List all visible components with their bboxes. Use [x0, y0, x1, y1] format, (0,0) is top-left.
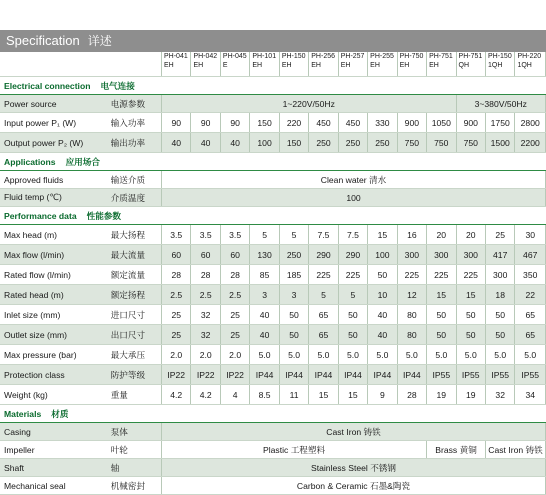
row-protection [0, 365, 546, 385]
value-cell: 32 [485, 385, 514, 405]
row-inlet [0, 305, 546, 325]
value-cell: 290 [338, 245, 367, 265]
value-cell: 150 [250, 113, 279, 133]
value-cell: 50 [338, 305, 367, 325]
value-cell: 750 [456, 133, 485, 153]
value-cell: 2800 [515, 113, 546, 133]
value-cell: 5 [309, 285, 338, 305]
value-cell: 60 [162, 245, 191, 265]
value-cell: 5.0 [368, 345, 397, 365]
value-cell: 5.0 [338, 345, 367, 365]
value-cell: 20 [456, 225, 485, 245]
model-name: PH-045E [220, 52, 249, 77]
row-label-en: Max pressure (bar) [0, 345, 109, 365]
row-casing [0, 423, 546, 441]
value-cell: IP44 [309, 365, 338, 385]
model-name: PH-1501QH [485, 52, 514, 77]
value-cell: 225 [427, 265, 456, 285]
model-name: PH-256EH [309, 52, 338, 77]
value-cell: IP55 [456, 365, 485, 385]
row-rated_head [0, 285, 546, 305]
value-cell: 1050 [427, 113, 456, 133]
row-weight [0, 385, 546, 405]
value-cell: 5.0 [456, 345, 485, 365]
value-cell: 28 [397, 385, 426, 405]
value-cell: 50 [427, 325, 456, 345]
row-label-zh: 叶轮 [109, 441, 162, 459]
value-cell: 15 [309, 385, 338, 405]
row-label-en: Approved fluids [0, 171, 109, 189]
row-label-zh: 输出功率 [109, 133, 162, 153]
row-label-en: Protection class [0, 365, 109, 385]
row-shaft [0, 459, 546, 477]
value-cell: 250 [368, 133, 397, 153]
value-cell: 2.0 [220, 345, 249, 365]
value-cell: 5 [250, 225, 279, 245]
section-title-en: Applications [4, 156, 56, 167]
value-cell: 290 [309, 245, 338, 265]
model-name: PH-751QH [456, 52, 485, 77]
value-cell: 330 [368, 113, 397, 133]
row-label-zh: 重量 [109, 385, 162, 405]
value-cell: IP44 [279, 365, 308, 385]
value-cell: 300 [456, 245, 485, 265]
row-label-zh: 输入功率 [109, 113, 162, 133]
row-label-zh: 最大流量 [109, 245, 162, 265]
merged-value: Carbon & Ceramic 石墨&陶瓷 [162, 477, 546, 495]
value-cell: 19 [456, 385, 485, 405]
value-cell: 150 [279, 133, 308, 153]
value-cell: 5.0 [515, 345, 546, 365]
value-cell: 25 [162, 305, 191, 325]
value-cell: 250 [338, 133, 367, 153]
model-name: PH-101EH [250, 52, 279, 77]
value-cell: 3.5 [162, 225, 191, 245]
merged-value: Clean water 清水 [162, 171, 546, 189]
value-cell: 50 [456, 325, 485, 345]
value-cell: 450 [338, 113, 367, 133]
row-label-zh: 机械密封 [109, 477, 162, 495]
value-cell: 15 [456, 285, 485, 305]
power-three-phase: 3~380V/50Hz [456, 95, 545, 113]
row-label-en: Power source [0, 95, 109, 113]
row-label-en: Mechanical seal [0, 477, 109, 495]
header-blank [0, 52, 109, 77]
value-cell: 12 [397, 285, 426, 305]
value-cell: 130 [250, 245, 279, 265]
value-cell: 20 [427, 225, 456, 245]
header-blank [109, 52, 162, 77]
value-cell: 25 [220, 325, 249, 345]
value-cell: IP22 [220, 365, 249, 385]
value-cell: 100 [368, 245, 397, 265]
value-cell: 5.0 [485, 345, 514, 365]
value-cell: 5.0 [279, 345, 308, 365]
value-cell: 450 [309, 113, 338, 133]
value-cell: 28 [191, 265, 220, 285]
value-cell: IP44 [338, 365, 367, 385]
value-cell: 417 [485, 245, 514, 265]
value-cell: 65 [515, 305, 546, 325]
value-cell: 90 [191, 113, 220, 133]
row-label-en: Output power P₂ (W) [0, 133, 109, 153]
row-max_pressure [0, 345, 546, 365]
value-cell: 250 [309, 133, 338, 153]
value-cell: IP55 [427, 365, 456, 385]
value-cell: 5.0 [250, 345, 279, 365]
value-cell: 40 [368, 305, 397, 325]
value-cell: 15 [368, 225, 397, 245]
section-materials [0, 405, 546, 423]
row-max_head [0, 225, 546, 245]
value-cell: IP44 [368, 365, 397, 385]
value-cell: 1500 [485, 133, 514, 153]
model-name: PH-041EH [162, 52, 191, 77]
title-bar [0, 30, 546, 52]
value-cell: 5.0 [397, 345, 426, 365]
row-label-en: Impeller [0, 441, 109, 459]
value-cell: 350 [515, 265, 546, 285]
value-cell: 750 [427, 133, 456, 153]
row-label-en: Casing [0, 423, 109, 441]
impeller-plastic: Plastic 工程塑料 [162, 441, 427, 459]
row-label-zh: 出口尺寸 [109, 325, 162, 345]
value-cell: 65 [309, 305, 338, 325]
value-cell: 25 [162, 325, 191, 345]
value-cell: 4 [220, 385, 249, 405]
value-cell: 3.5 [220, 225, 249, 245]
spec-table [0, 52, 546, 495]
value-cell: 65 [309, 325, 338, 345]
section-title-zh: 性能参数 [86, 210, 121, 221]
value-cell: IP22 [162, 365, 191, 385]
value-cell: 25 [220, 305, 249, 325]
row-power_source [0, 95, 546, 113]
value-cell: 2.5 [191, 285, 220, 305]
section-title-zh: 电气连接 [100, 80, 135, 91]
row-label-zh: 额定扬程 [109, 285, 162, 305]
value-cell: 90 [220, 113, 249, 133]
impeller-castiron: Cast Iron 铸铁 [485, 441, 545, 459]
row-label-en: Inlet size (mm) [0, 305, 109, 325]
power-single-phase: 1~220V/50Hz [162, 95, 457, 113]
row-label-en: Max flow (l/min) [0, 245, 109, 265]
value-cell: 80 [397, 305, 426, 325]
section-title [0, 405, 546, 423]
value-cell: 85 [250, 265, 279, 285]
value-cell: 225 [397, 265, 426, 285]
value-cell: 50 [485, 325, 514, 345]
row-label-en: Shaft [0, 459, 109, 477]
row-outlet [0, 325, 546, 345]
value-cell: 50 [456, 305, 485, 325]
value-cell: IP44 [397, 365, 426, 385]
value-cell: IP55 [485, 365, 514, 385]
value-cell: 40 [368, 325, 397, 345]
value-cell: 300 [485, 265, 514, 285]
value-cell: 22 [515, 285, 546, 305]
row-label-en: Input power P₁ (W) [0, 113, 109, 133]
value-cell: 5.0 [427, 345, 456, 365]
value-cell: 4.2 [191, 385, 220, 405]
value-cell: 50 [338, 325, 367, 345]
title-zh: 详述 [87, 34, 112, 48]
value-cell: 25 [485, 225, 514, 245]
section-title-zh: 应用场合 [65, 156, 100, 167]
model-name: PH-2201QH [515, 52, 546, 77]
value-cell: 34 [515, 385, 546, 405]
merged-value: Stainless Steel 不锈钢 [162, 459, 546, 477]
value-cell: 900 [397, 113, 426, 133]
section-title-zh: 材质 [51, 408, 69, 419]
row-label-zh: 额定流量 [109, 265, 162, 285]
title-en: Specification [6, 33, 80, 48]
value-cell: 750 [397, 133, 426, 153]
model-name: PH-042EH [191, 52, 220, 77]
value-cell: 30 [515, 225, 546, 245]
value-cell: 19 [427, 385, 456, 405]
value-cell: 15 [338, 385, 367, 405]
value-cell: 50 [279, 325, 308, 345]
value-cell: IP44 [250, 365, 279, 385]
value-cell: 5.0 [309, 345, 338, 365]
value-cell: IP55 [515, 365, 546, 385]
row-label-zh: 电源参数 [109, 95, 162, 113]
section-title-en: Electrical connection [4, 80, 91, 91]
value-cell: 18 [485, 285, 514, 305]
merged-value: Cast Iron 铸铁 [162, 423, 546, 441]
section-title-en: Materials [4, 408, 42, 419]
value-cell: 40 [250, 325, 279, 345]
row-label-en: Max head (m) [0, 225, 109, 245]
value-cell: 50 [485, 305, 514, 325]
value-cell: 300 [397, 245, 426, 265]
value-cell: 2.0 [162, 345, 191, 365]
model-name: PH-751EH [427, 52, 456, 77]
value-cell: 60 [191, 245, 220, 265]
row-label-zh: 防护等级 [109, 365, 162, 385]
section-title [0, 77, 546, 95]
value-cell: 300 [427, 245, 456, 265]
value-cell: 11 [279, 385, 308, 405]
section-title [0, 207, 546, 225]
row-fluids [0, 171, 546, 189]
value-cell: 16 [397, 225, 426, 245]
value-cell: 40 [250, 305, 279, 325]
section-title [0, 153, 546, 171]
model-name: PH-150EH [279, 52, 308, 77]
value-cell: 60 [220, 245, 249, 265]
row-label-zh: 泵体 [109, 423, 162, 441]
value-cell: 5 [279, 225, 308, 245]
value-cell: 28 [162, 265, 191, 285]
row-label-zh: 输送介质 [109, 171, 162, 189]
value-cell: 225 [456, 265, 485, 285]
value-cell: 3.5 [191, 225, 220, 245]
row-label-en: Fluid temp (℃) [0, 189, 109, 207]
value-cell: 3 [279, 285, 308, 305]
value-cell: 40 [162, 133, 191, 153]
row-label-zh: 最大承压 [109, 345, 162, 365]
section-title-en: Performance data [4, 210, 77, 221]
row-label-zh: 最大扬程 [109, 225, 162, 245]
value-cell: 8.5 [250, 385, 279, 405]
value-cell: 9 [368, 385, 397, 405]
row-max_flow [0, 245, 546, 265]
value-cell: 100 [250, 133, 279, 153]
value-cell: 40 [191, 133, 220, 153]
value-cell: 5 [338, 285, 367, 305]
value-cell: 7.5 [338, 225, 367, 245]
value-cell: 250 [279, 245, 308, 265]
section-applications [0, 153, 546, 171]
value-cell: 40 [220, 133, 249, 153]
value-cell: IP22 [191, 365, 220, 385]
value-cell: 65 [515, 325, 546, 345]
row-label-en: Outlet size (mm) [0, 325, 109, 345]
value-cell: 50 [368, 265, 397, 285]
value-cell: 2200 [515, 133, 546, 153]
value-cell: 225 [309, 265, 338, 285]
value-cell: 220 [279, 113, 308, 133]
value-cell: 80 [397, 325, 426, 345]
row-label-en: Rated flow (l/min) [0, 265, 109, 285]
value-cell: 2.5 [220, 285, 249, 305]
row-fluid_temp [0, 189, 546, 207]
value-cell: 3 [250, 285, 279, 305]
row-label-zh: 轴 [109, 459, 162, 477]
value-cell: 225 [338, 265, 367, 285]
row-seal [0, 477, 546, 495]
row-label-zh: 进口尺寸 [109, 305, 162, 325]
value-cell: 2.5 [162, 285, 191, 305]
section-electrical [0, 77, 546, 95]
merged-value: 100 [162, 189, 546, 207]
value-cell: 50 [427, 305, 456, 325]
value-cell: 50 [279, 305, 308, 325]
value-cell: 10 [368, 285, 397, 305]
model-name: PH-750EH [397, 52, 426, 77]
row-label-en: Weight (kg) [0, 385, 109, 405]
row-rated_flow [0, 265, 546, 285]
value-cell: 32 [191, 325, 220, 345]
row-output_power [0, 133, 546, 153]
row-label-zh: 介质温度 [109, 189, 162, 207]
value-cell: 900 [456, 113, 485, 133]
row-input_power [0, 113, 546, 133]
value-cell: 2.0 [191, 345, 220, 365]
model-name: PH-255EH [368, 52, 397, 77]
value-cell: 7.5 [309, 225, 338, 245]
model-header-row [0, 52, 546, 77]
section-performance [0, 207, 546, 225]
value-cell: 4.2 [162, 385, 191, 405]
row-label-en: Rated head (m) [0, 285, 109, 305]
value-cell: 185 [279, 265, 308, 285]
value-cell: 32 [191, 305, 220, 325]
value-cell: 90 [162, 113, 191, 133]
value-cell: 467 [515, 245, 546, 265]
row-impeller [0, 441, 546, 459]
value-cell: 28 [220, 265, 249, 285]
impeller-brass: Brass 黄铜 [427, 441, 486, 459]
value-cell: 15 [427, 285, 456, 305]
value-cell: 1750 [485, 113, 514, 133]
model-name: PH-257EH [338, 52, 367, 77]
